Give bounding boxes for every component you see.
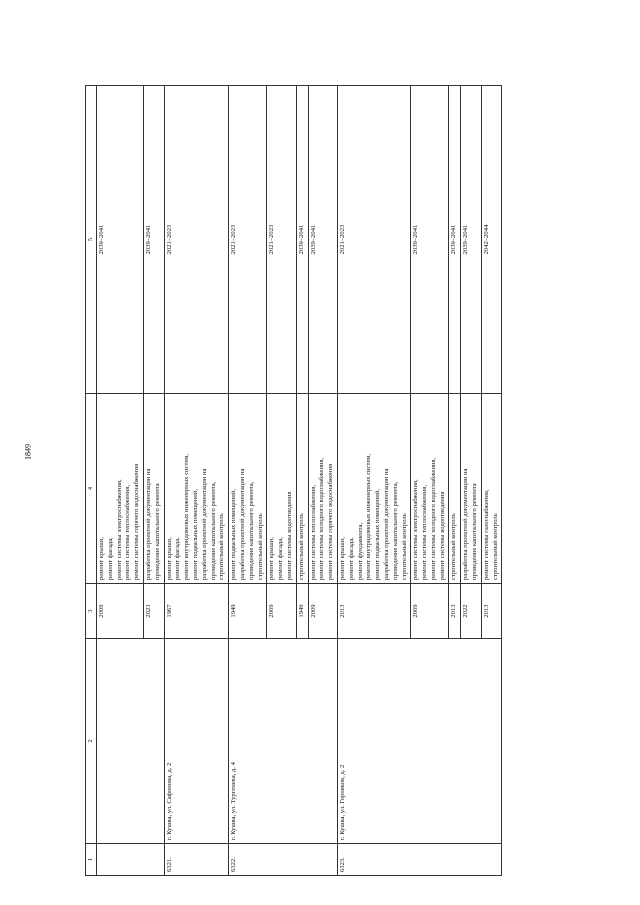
year-cell: 2009 — [267, 584, 296, 639]
year-cell: 2009 — [97, 584, 144, 639]
header-cell: 4 — [86, 394, 97, 584]
table-row — [337, 86, 410, 876]
row-number: 6323. — [337, 844, 502, 876]
row-number — [97, 844, 165, 876]
term-cell: 2021–2023 — [164, 86, 229, 394]
header-cell: 5 — [86, 86, 97, 394]
address-cell: г. Кушва, ул. Сафонова, д. 2 — [164, 639, 229, 844]
term-cell: 2039–2041 — [296, 86, 308, 394]
term-cell: 2039–2041 — [411, 86, 449, 394]
work-list-cell: ремонт крыши, ремонт фасада, ремонт системы водоотведения — [267, 394, 296, 584]
year-cell: 2022 — [461, 584, 482, 639]
row-number: 6321. — [164, 844, 229, 876]
header-cell: 2 — [86, 639, 97, 844]
work-list-cell: ремонт подвальных помещений, разработка проектной документации на проведение капитального ремонта, строительный контроль — [229, 394, 267, 584]
year-cell: 1967 — [164, 584, 229, 639]
header-cell: 1 — [86, 844, 97, 876]
year-cell: 1949 — [229, 584, 267, 639]
address-cell: г. Кушва, ул. Горняков, д. 2 — [337, 639, 502, 844]
table-row — [164, 86, 229, 876]
work-list-cell: строительный контроль — [449, 394, 461, 584]
term-cell: 2021–2023 — [267, 86, 296, 394]
term-cell: 2039–2041 — [461, 86, 482, 394]
year-cell: 2009 — [411, 584, 449, 639]
work-list-cell: разработка проектной документации на проведение капитального ремонта — [461, 394, 482, 584]
work-list-cell: строительный контроль — [296, 394, 308, 584]
year-cell: 2013 — [337, 584, 410, 639]
row-number: 6322. — [229, 844, 338, 876]
table-row — [229, 86, 267, 876]
year-cell: 1949 — [296, 584, 308, 639]
year-cell: 2009 — [308, 584, 337, 639]
term-cell: 2021–2023 — [229, 86, 267, 394]
year-cell: 2023 — [143, 584, 164, 639]
year-cell: 2013 — [481, 584, 502, 639]
work-list-cell: ремонт крыши, ремонт фасада, ремонт внутридомовых инженерных систем, ремонт подвальных помещений, разработка проектной документации на проведение капитального ремонта, строительный контроль — [164, 394, 229, 584]
work-list-cell: ремонт крыши, ремонт фасада, ремонт фундамента, ремонт внутридомовых инженерных систем, ремонт подвальных помещений, разработка проектной документации на проведение капитального ремонта, строительный контроль — [337, 394, 410, 584]
table-body — [97, 86, 502, 876]
header-row — [86, 86, 97, 876]
term-cell: 2039–2041 — [97, 86, 144, 394]
work-list-cell: ремонт системы электроснабжения, ремонт системы теплоснабжения, ремонт системы холодного водоснабжения, ремонт системы водоотведения — [411, 394, 449, 584]
page-number: 1849 — [23, 444, 33, 460]
term-cell: 2039–2041 — [143, 86, 164, 394]
work-list-cell: ремонт крыши, ремонт фасада, ремонт системы электроснабжения, ремонт системы теплоснабжения, ремонт системы горячего водоснабжения — [97, 394, 144, 584]
work-list-cell: ремонт системы теплоснабжения, ремонт системы холодного водоснабжения, ремонт системы горячего водоснабжения — [308, 394, 337, 584]
work-list-cell: ремонт системы газоснабжения, строительный контроль — [481, 394, 502, 584]
address-cell — [97, 639, 165, 844]
term-cell: 2021–2023 — [337, 86, 410, 394]
header-cell: 3 — [86, 584, 97, 639]
table-row — [97, 86, 144, 876]
work-list-cell: разработка проектной документации на проведение капитального ремонта — [143, 394, 164, 584]
repair-schedule-table — [85, 85, 502, 876]
term-cell: 2039–2041 — [449, 86, 461, 394]
term-cell: 2042–2044 — [481, 86, 502, 394]
term-cell: 2039–2041 — [308, 86, 337, 394]
document-page — [85, 86, 600, 876]
address-cell: г. Кушва, ул. Тургенева, д. 4 — [229, 639, 338, 844]
year-cell: 2013 — [449, 584, 461, 639]
